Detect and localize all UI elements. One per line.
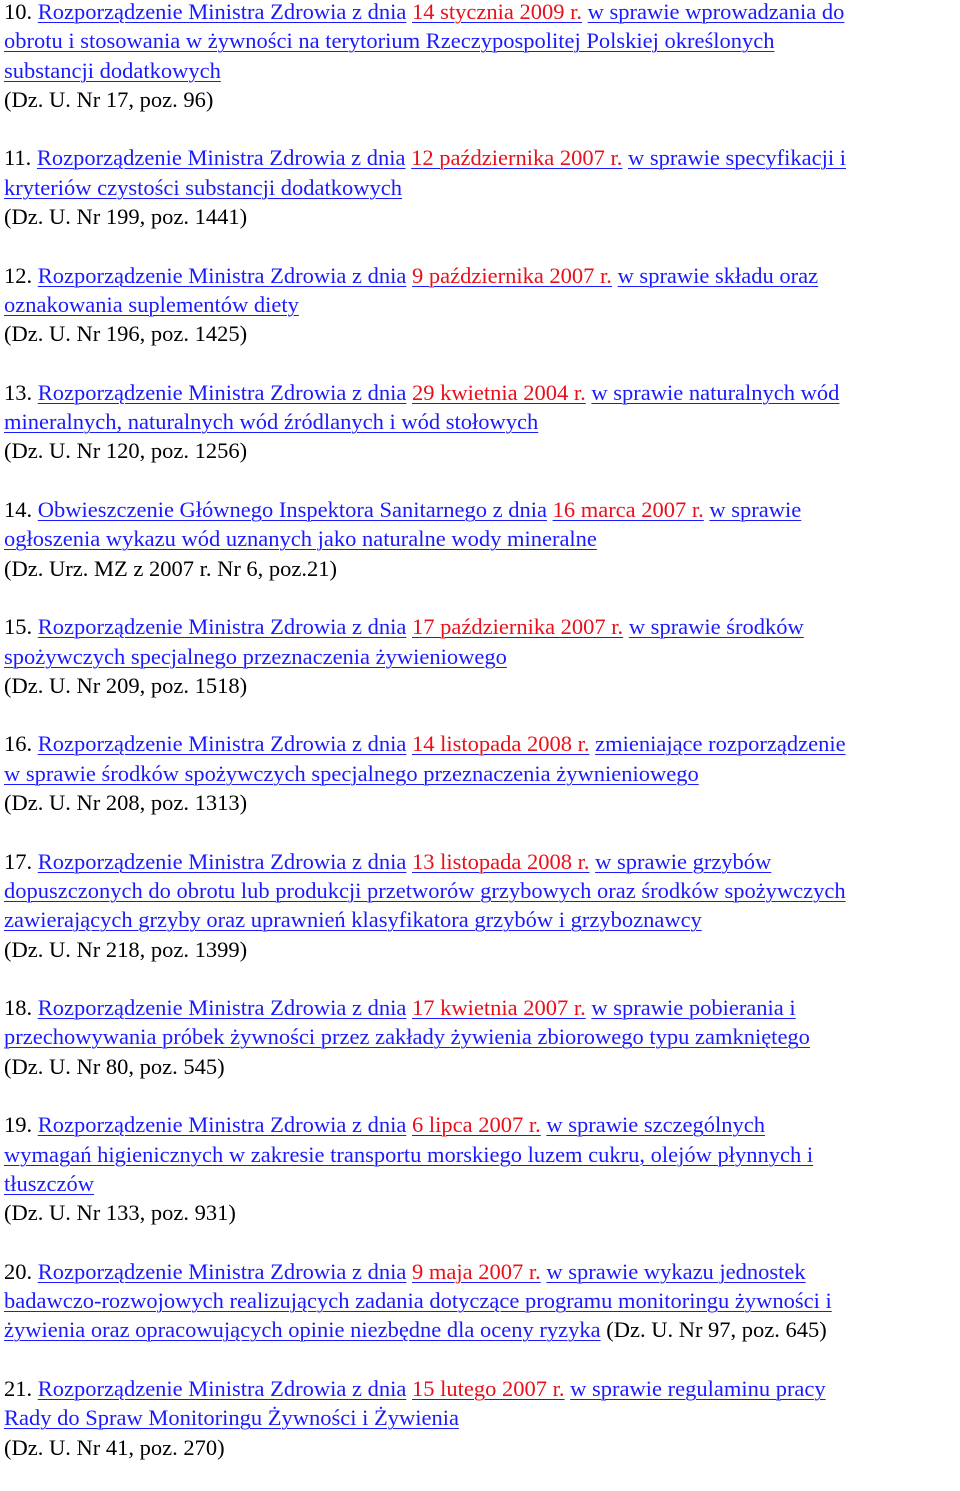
journal-reference: (Dz. U. Nr 97, poz. 645) [606, 1317, 827, 1343]
regulation-subject-link[interactable]: w sprawie wykazu jednostek [546, 1258, 806, 1284]
list-item [4, 143, 958, 231]
entry-number: 16. [4, 731, 33, 757]
regulation-title-link[interactable]: Obwieszczenie Głównego Inspektora Sanitarnego z dnia [37, 497, 547, 523]
regulation-title-link[interactable]: Rozporządzenie Ministra Zdrowia z dnia [36, 145, 406, 171]
journal-reference: (Dz. U. Nr 196, poz. 1425) [4, 321, 248, 347]
list-item [4, 612, 958, 700]
entry-number: 19. [4, 1112, 33, 1138]
regulation-subject-link[interactable]: dopuszczonych do obrotu lub produkcji przetworów grzybowych oraz środków spożywczych [4, 877, 846, 903]
regulation-subject-link[interactable]: zawierających grzyby oraz uprawnień klasyfikatora grzybów i grzyboznawcy [4, 907, 702, 933]
regulation-date-link[interactable]: 13 listopada 2008 r. [412, 848, 590, 874]
regulation-subject-link[interactable]: oznakowania suplementów diety [4, 291, 299, 317]
regulation-subject-link[interactable]: substancji dodatkowych [4, 57, 221, 83]
regulation-subject-link[interactable]: w sprawie naturalnych wód [591, 379, 840, 405]
journal-reference: (Dz. Urz. MZ z 2007 r. Nr 6, poz.21) [4, 555, 338, 581]
list-item [4, 378, 958, 466]
regulation-date-link[interactable]: 17 października 2007 r. [412, 614, 624, 640]
list-item [4, 261, 958, 349]
regulation-subject-link[interactable]: w sprawie szczególnych [546, 1112, 766, 1138]
regulation-title-link[interactable]: Rozporządzenie Ministra Zdrowia z dnia [37, 0, 407, 24]
regulation-subject-link[interactable]: Rady do Spraw Monitoringu Żywności i Żywienia [4, 1405, 459, 1431]
regulation-subject-link[interactable]: w sprawie [709, 497, 802, 523]
regulation-subject-link[interactable]: ogłoszenia wykazu wód uznanych jako naturalne wody mineralne [4, 526, 597, 552]
journal-reference: (Dz. U. Nr 41, poz. 270) [4, 1434, 225, 1460]
regulation-subject-link[interactable]: obrotu i stosowania w żywności na terytorium Rzeczypospolitej Polskiej określonych [4, 28, 775, 54]
regulation-date-link[interactable]: 17 kwietnia 2007 r. [412, 995, 586, 1021]
journal-reference: (Dz. U. Nr 120, poz. 1256) [4, 438, 248, 464]
entry-number: 18. [4, 995, 33, 1021]
regulation-subject-link[interactable]: mineralnych, naturalnych wód źródlanych i wód stołowych [4, 409, 539, 435]
regulation-subject-link[interactable]: żywienia oraz opracowujących opinie niezbędne dla oceny ryzyka [4, 1317, 601, 1343]
regulations-list [4, 0, 958, 1491]
entry-number: 10. [4, 0, 33, 24]
regulation-subject-link[interactable]: w sprawie pobierania i [591, 995, 796, 1021]
list-item [4, 0, 958, 114]
entry-number: 20. [4, 1258, 33, 1284]
regulation-subject-link[interactable]: w sprawie specyfikacji i [627, 145, 847, 171]
regulation-subject-link[interactable]: tłuszczów [4, 1170, 94, 1196]
journal-reference: (Dz. U. Nr 199, poz. 1441) [4, 204, 248, 230]
regulation-title-link[interactable]: Rozporządzenie Ministra Zdrowia z dnia [37, 262, 407, 288]
list-item [4, 495, 958, 583]
journal-reference: (Dz. U. Nr 80, poz. 545) [4, 1053, 225, 1079]
list-item [4, 1110, 958, 1227]
regulation-subject-link[interactable]: wymagań higienicznych w zakresie transportu morskiego luzem cukru, olejów płynnych i [4, 1141, 814, 1167]
entry-number: 17. [4, 848, 33, 874]
regulation-subject-link[interactable]: w sprawie grzybów [595, 848, 772, 874]
regulation-title-link[interactable]: Rozporządzenie Ministra Zdrowia z dnia [37, 848, 407, 874]
regulation-title-link[interactable]: Rozporządzenie Ministra Zdrowia z dnia [37, 1375, 407, 1401]
regulation-title-link[interactable]: Rozporządzenie Ministra Zdrowia z dnia [37, 995, 407, 1021]
regulation-date-link[interactable]: 12 października 2007 r. [411, 145, 623, 171]
regulation-title-link[interactable]: Rozporządzenie Ministra Zdrowia z dnia [37, 731, 407, 757]
regulation-date-link[interactable]: 9 października 2007 r. [412, 262, 612, 288]
regulation-title-link[interactable]: Rozporządzenie Ministra Zdrowia z dnia [37, 1112, 407, 1138]
entry-number: 15. [4, 614, 33, 640]
regulation-subject-link[interactable]: w sprawie środków spożywczych specjalnego przeznaczenia żywnieniowego [4, 760, 699, 786]
regulation-subject-link[interactable]: badawczo-rozwojowych realizujących zadania dotyczące programu monitoringu żywności i [4, 1288, 832, 1314]
entry-number: 12. [4, 262, 33, 288]
regulation-subject-link[interactable]: w sprawie składu oraz [617, 262, 819, 288]
regulation-subject-link[interactable]: w sprawie regulaminu pracy [570, 1375, 826, 1401]
list-item [4, 847, 958, 964]
entry-number: 21. [4, 1375, 33, 1401]
list-item [4, 993, 958, 1081]
regulation-date-link[interactable]: 6 lipca 2007 r. [412, 1112, 541, 1138]
list-item [4, 1257, 958, 1345]
regulation-title-link[interactable]: Rozporządzenie Ministra Zdrowia z dnia [37, 379, 407, 405]
journal-reference: (Dz. U. Nr 209, poz. 1518) [4, 672, 248, 698]
regulation-date-link[interactable]: 14 listopada 2008 r. [412, 731, 590, 757]
journal-reference: (Dz. U. Nr 218, poz. 1399) [4, 936, 248, 962]
journal-reference: (Dz. U. Nr 208, poz. 1313) [4, 790, 248, 816]
regulation-subject-link[interactable]: kryteriów czystości substancji dodatkowych [4, 174, 403, 200]
regulation-date-link[interactable]: 14 stycznia 2009 r. [412, 0, 582, 24]
entry-first-line [4, 0, 958, 26]
journal-reference: (Dz. U. Nr 17, poz. 96) [4, 86, 214, 112]
entry-number: 14. [4, 497, 33, 523]
regulation-subject-link[interactable]: w sprawie środków [628, 614, 804, 640]
regulation-date-link[interactable]: 29 kwietnia 2004 r. [412, 379, 586, 405]
list-item [4, 729, 958, 817]
regulation-subject-link[interactable]: zmieniające rozporządzenie [595, 731, 846, 757]
entry-number: 11. [4, 145, 32, 171]
regulation-date-link[interactable]: 16 marca 2007 r. [552, 497, 704, 523]
entry-number: 13. [4, 379, 33, 405]
regulation-subject-link[interactable]: przechowywania próbek żywności przez zakłady żywienia zbiorowego typu zamkniętego [4, 1024, 810, 1050]
regulation-date-link[interactable]: 9 maja 2007 r. [412, 1258, 541, 1284]
regulation-title-link[interactable]: Rozporządzenie Ministra Zdrowia z dnia [37, 614, 407, 640]
regulation-subject-link[interactable]: w sprawie wprowadzania do [587, 0, 845, 24]
regulation-title-link[interactable]: Rozporządzenie Ministra Zdrowia z dnia [37, 1258, 407, 1284]
journal-reference: (Dz. U. Nr 133, poz. 931) [4, 1200, 236, 1226]
list-item [4, 1374, 958, 1462]
regulation-date-link[interactable]: 15 lutego 2007 r. [412, 1375, 565, 1401]
regulation-subject-link[interactable]: spożywczych specjalnego przeznaczenia żywieniowego [4, 643, 507, 669]
